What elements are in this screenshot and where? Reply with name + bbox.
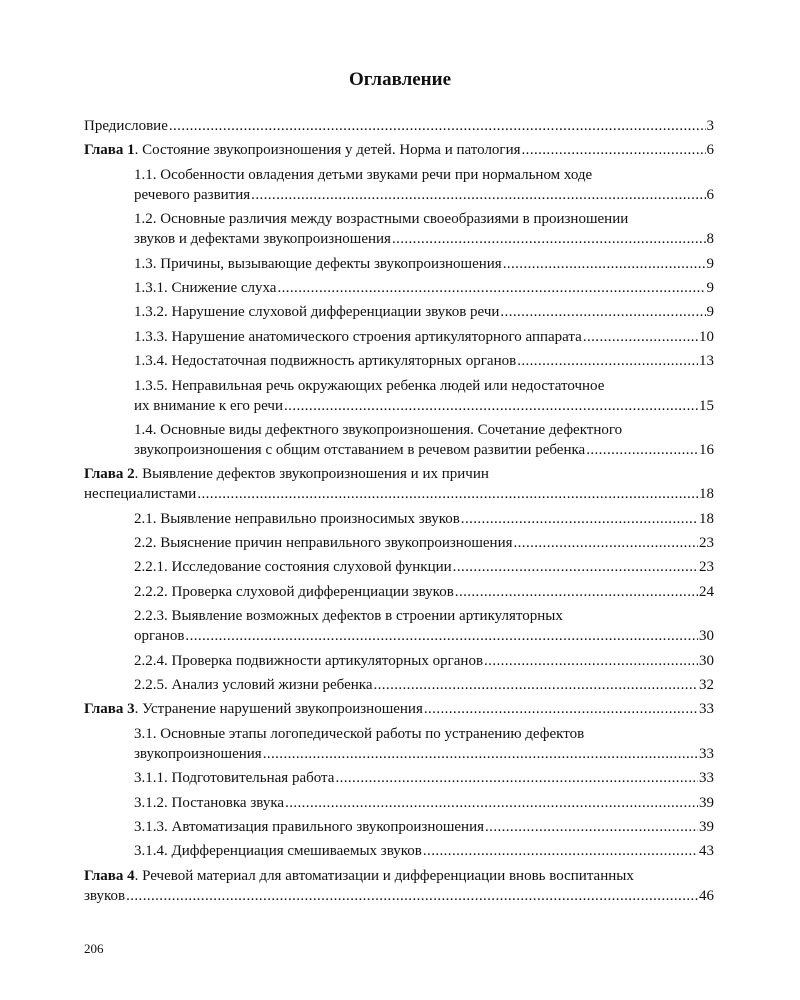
toc-entry-text: речевого развития — [134, 186, 251, 203]
toc-entry-text: Глава 4. Речевой материал для автоматизации и дифференциации вновь воспитанных — [84, 867, 634, 884]
toc-page-number: 9 — [706, 304, 714, 321]
toc-entry[interactable] — [134, 606, 714, 646]
toc-page-number: 13 — [699, 353, 714, 370]
toc-page-number: 9 — [706, 279, 714, 296]
page-number: 206 — [84, 941, 104, 956]
dot-leader — [424, 699, 698, 719]
dot-leader — [485, 817, 698, 837]
toc-entry[interactable] — [134, 278, 714, 298]
dot-leader — [517, 351, 698, 371]
toc-entry-text: 2.2.3. Выявление возможных дефектов в строении артикуляторных — [134, 608, 563, 625]
toc-entry[interactable] — [134, 817, 714, 837]
toc-page-number: 24 — [699, 583, 714, 600]
toc-page-number: 16 — [699, 441, 714, 458]
toc-entry-text: Глава 3. Устранение нарушений звукопроизношения — [84, 701, 423, 718]
toc-page-number: 18 — [699, 510, 714, 527]
toc-entry-text: 3.1.1. Подготовительная работа — [134, 770, 335, 787]
dot-leader — [514, 533, 699, 553]
toc-entry-text: 2.2. Выяснение причин неправильного звукопроизношения — [134, 535, 513, 552]
toc-page-number: 32 — [699, 677, 714, 694]
toc-page-number: 6 — [706, 186, 714, 203]
toc-entry-text: звуков — [84, 887, 126, 904]
dot-leader — [277, 278, 705, 298]
toc-entry-text: 1.2. Основные различия между возрастными своеобразиями в произношении — [134, 211, 629, 228]
dot-leader — [285, 793, 698, 813]
dot-leader — [373, 675, 698, 695]
dot-leader — [284, 396, 698, 416]
toc-entry-text: их внимание к его речи — [134, 397, 284, 414]
toc-entry-text: Глава 1. Состояние звукопроизношения у детей. Норма и патология — [84, 142, 521, 159]
toc-entry-text: 3.1. Основные этапы логопедической работы по устранению дефектов — [134, 725, 585, 742]
dot-leader — [461, 509, 698, 529]
toc-entry-text: неспециалистами — [84, 486, 197, 503]
dot-leader — [586, 440, 698, 460]
toc-page-number: 23 — [699, 535, 714, 552]
toc-entry[interactable] — [134, 302, 714, 322]
toc-chapter-entry[interactable] — [84, 464, 714, 504]
toc-page-number: 33 — [699, 745, 714, 762]
toc-page-number: 30 — [699, 628, 714, 645]
toc-page-number: 10 — [699, 328, 714, 345]
dot-leader — [263, 744, 698, 764]
toc-page-number: 43 — [699, 843, 714, 860]
toc-entry-text: 3.1.4. Дифференциация смешиваемых звуков — [134, 843, 422, 860]
toc-page-number: 9 — [706, 255, 714, 272]
toc-entry-text: звукопроизношения с общим отставанием в речевом развитии ребенка — [134, 441, 586, 458]
toc-page-number: 46 — [699, 887, 714, 904]
toc-page-number: 6 — [706, 142, 714, 159]
dot-leader — [522, 140, 706, 160]
toc-entry[interactable] — [134, 582, 714, 602]
toc-page-number: 23 — [699, 559, 714, 576]
toc-entry-text: 2.2.5. Анализ условий жизни ребенка — [134, 677, 373, 694]
toc-entry-text: 1.3. Причины, вызывающие дефекты звукопроизношения — [134, 255, 502, 272]
toc-page-number: 39 — [699, 818, 714, 835]
dot-leader — [197, 484, 698, 504]
dot-leader — [169, 116, 706, 136]
toc-entry-text: органов — [134, 628, 185, 645]
dot-leader — [251, 185, 705, 205]
toc-page-number: 33 — [699, 770, 714, 787]
toc-entry-text: 1.3.3. Нарушение анатомического строения артикуляторного аппарата — [134, 328, 582, 345]
toc-entry-text: 1.3.2. Нарушение слуховой дифференциации звуков речи — [134, 304, 500, 321]
toc-entry[interactable] — [134, 724, 714, 764]
toc-entry[interactable] — [134, 793, 714, 813]
dot-leader — [503, 254, 706, 274]
toc-entry[interactable] — [134, 533, 714, 553]
toc-entry[interactable] — [134, 165, 714, 205]
toc-entry-text: 1.3.5. Неправильная речь окружающих ребенка людей или недостаточное — [134, 377, 605, 394]
toc-entry[interactable] — [134, 209, 714, 249]
dot-leader — [423, 841, 698, 861]
toc-entry-text: звукопроизношения — [134, 745, 262, 762]
dot-leader — [392, 229, 706, 249]
chapter-label: Глава 2 — [84, 466, 135, 483]
toc-entry-text: звуков и дефектами звукопроизношения — [134, 231, 391, 248]
dot-leader — [583, 327, 698, 347]
toc-page-number: 8 — [706, 231, 714, 248]
dot-leader — [335, 768, 698, 788]
toc-entry[interactable] — [134, 675, 714, 695]
toc-entry-text: 1.4. Основные виды дефектного звукопроизношения. Сочетание дефектного — [134, 421, 623, 438]
page-title: Оглавление — [348, 69, 452, 90]
toc-entry[interactable] — [134, 376, 714, 416]
dot-leader — [500, 302, 705, 322]
toc-chapter-entry[interactable] — [84, 140, 714, 160]
toc-entry[interactable] — [134, 651, 714, 671]
toc-entry[interactable] — [134, 254, 714, 274]
toc-page-number: 3 — [706, 118, 714, 134]
toc-entry[interactable] — [134, 420, 714, 460]
toc-entry[interactable] — [134, 841, 714, 861]
dot-leader — [484, 651, 698, 671]
toc-chapter-entry[interactable] — [84, 866, 714, 906]
toc-page-number: 18 — [699, 486, 714, 503]
toc-chapter-entry[interactable] — [84, 699, 714, 719]
toc-entry[interactable] — [134, 557, 714, 577]
toc-entry-text: 2.2.4. Проверка подвижности артикуляторных органов — [134, 652, 484, 669]
table-of-contents — [84, 116, 714, 910]
toc-page-number: 15 — [699, 397, 714, 414]
toc-entry[interactable] — [134, 327, 714, 347]
toc-entry-text: Глава 2. Выявление дефектов звукопроизношения и их причин — [84, 466, 489, 483]
toc-entry-text: 2.2.2. Проверка слуховой дифференциации звуков — [134, 583, 454, 600]
toc-entry[interactable] — [134, 768, 714, 788]
toc-entry-text: 2.1. Выявление неправильно произносимых звуков — [134, 510, 460, 527]
toc-page-number: 30 — [699, 652, 714, 669]
toc-entry-text: 1.3.4. Недостаточная подвижность артикуляторных органов — [134, 353, 517, 370]
toc-entry-text: 2.2.1. Исследование состояния слуховой функции — [134, 559, 452, 576]
dot-leader — [126, 886, 698, 906]
toc-page-number: 39 — [699, 794, 714, 811]
toc-page-number: 33 — [699, 701, 714, 718]
toc-entry[interactable] — [134, 509, 714, 529]
toc-entry[interactable] — [84, 116, 714, 136]
dot-leader — [455, 582, 698, 602]
toc-entry-text: 1.3.1. Снижение слуха — [134, 279, 277, 296]
toc-entry[interactable] — [134, 351, 714, 371]
toc-entry-text: 3.1.2. Постановка звука — [134, 794, 285, 811]
chapter-label: Глава 3 — [84, 701, 135, 718]
chapter-label: Глава 4 — [84, 867, 135, 884]
toc-entry-text: Предисловие — [84, 118, 168, 134]
toc-entry-text: 1.1. Особенности овладения детьми звуками речи при нормальном ходе — [134, 166, 593, 183]
toc-entry-text: 3.1.3. Автоматизация правильного звукопроизношения — [134, 818, 485, 835]
dot-leader — [453, 557, 698, 577]
dot-leader — [185, 626, 698, 646]
chapter-label: Глава 1 — [84, 142, 135, 159]
